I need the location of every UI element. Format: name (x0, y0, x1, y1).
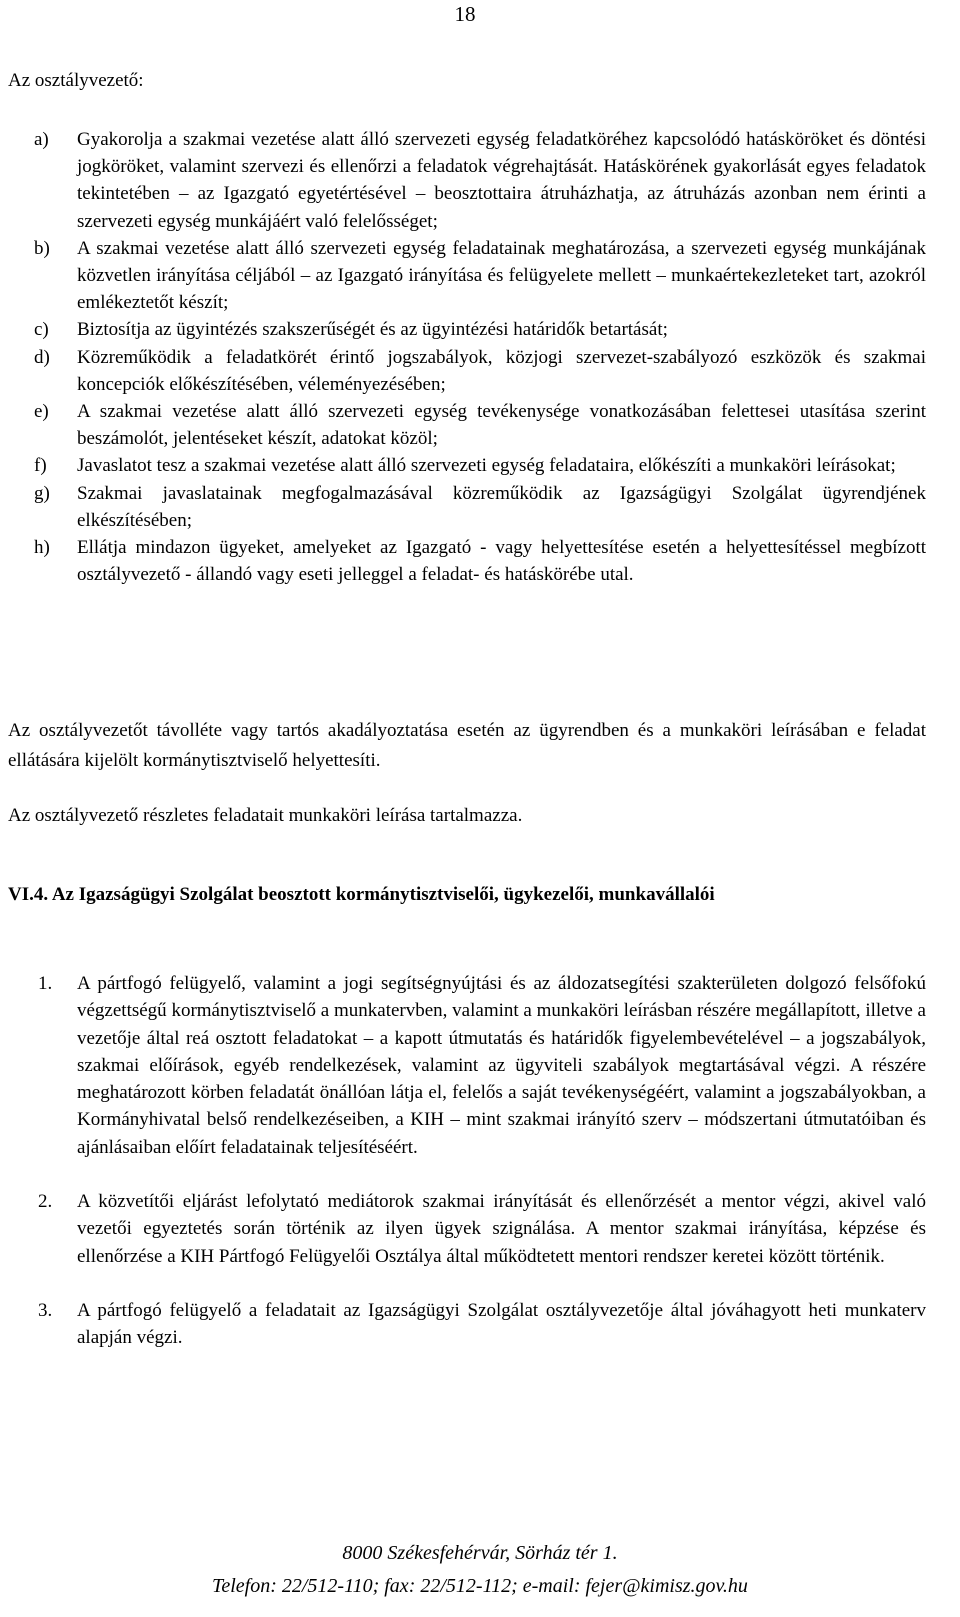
list-item-text: A pártfogó felügyelő, valamint a jogi segítségnyújtási és az áldozatsegítési szakterületen dolgozó felsőfokú végzettségű kormánytisztviselő a munkatervben, valamint a munkaköri leírásban részére megállapított, illetve a vezetője által reá osztott feladatokat – a kapott útmutatás és határidők figyelembevételével – a jogszabályok, szakmai előírások, egyéb rendelkezések, valamint az ügyviteli szabályok megtartásával végzi. A részére meghatározott körben feladatát önállóan látja el, felelős a saját tevékenységéért, valamint a jogszabályokban, a Kormányhivatal belső rendelkezéseiben, a KIH – mint szakmai irányító szerv – módszertani útmutatóiban és ajánlásaiban előírt feladatainak teljesítéséért. (77, 973, 926, 1158)
list-item (8, 534, 926, 588)
list-item (8, 398, 926, 452)
list-marker: 1. (38, 973, 53, 994)
section-heading: VI.4. Az Igazságügyi Szolgálat beosztott kormánytisztviselői, ügykezelői, munkavállalói (8, 884, 715, 905)
list-item (8, 452, 926, 479)
list-item (8, 1297, 926, 1352)
list-item (8, 344, 926, 398)
list-marker: d) (34, 346, 50, 368)
list-marker: a) (34, 129, 49, 150)
list-item-text: Javaslatot tesz a szakmai vezetése alatt álló szervezeti egység feladataira, előkészíti a munkaköri leírásokat; (77, 455, 896, 477)
list-item-text: Közreműködik a feladatkörét érintő jogszabályok, közjogi szervezet-szabályozó eszközök és szakmai koncepciók előkészítésében, véleményezésében; (77, 346, 926, 395)
list-marker: g) (34, 482, 50, 504)
list-item-text: Biztosítja az ügyintézés szakszerűségét és az ügyintézési határidők betartását; (77, 319, 668, 341)
list-marker: 3. (38, 1299, 53, 1321)
list-item-text: Gyakorolja a szakmai vezetése alatt álló szervezeti egység feladatköréhez kapcsolódó hatásköröket és döntési jogköröket, valamint szervezi és ellenőrzi a feladatok végrehajtását. Hatáskörének gyakorlását egyes feladatok tekintetében – az Igazgató egyetértésével – beosztottaira átruházhatja, az átruházás azonban nem érinti a szervezeti egység munkájáért való felelősséget; (77, 129, 926, 232)
list-marker: 2. (38, 1191, 53, 1213)
list-item-text: Ellátja mindazon ügyeket, amelyeket az Igazgató - vagy helyettesítése esetén a helyettesítéssel megbízott osztályvezető - állandó vagy eseti jelleggel a feladat- és hatáskörébe utal. (77, 537, 926, 586)
list-item (8, 970, 926, 1161)
list-marker: c) (34, 319, 49, 341)
list-item (8, 316, 926, 343)
duties-list (8, 126, 926, 588)
list-marker: f) (34, 455, 47, 477)
list-item-text: Szakmai javaslatainak megfogalmazásával közreműködik az Igazságügyi Szolgálat ügyrendjének elkészítésében; (77, 482, 926, 531)
footer-address: 8000 Székesfehérvár, Sörház tér 1. (342, 1542, 618, 1564)
list-item-text: A szakmai vezetése alatt álló szervezeti egység tevékenysége vonatkozásában felettesei utasítása szerint beszámolót, jelentéseket készít, adatokat közöl; (77, 401, 926, 450)
list-item (8, 235, 926, 317)
list-marker: b) (34, 237, 50, 259)
list-marker: e) (34, 401, 49, 423)
list-item-text: A közvetítői eljárást lefolytató mediátorok szakmai irányítását és ellenőrzését a mentor végzi, akivel való vezetői egyeztetés során történik az ilyen ügyek szignálása. A mentor szakmai irányítása, képzése és ellenőrzése a KIH Pártfogó Felügyelői Osztálya által működtetett mentori rendszer keretei között történik. (77, 1191, 926, 1267)
list-marker: h) (34, 537, 50, 559)
page-number: 18 (454, 2, 476, 26)
substitute-paragraph: Az osztályvezetőt távolléte vagy tartós akadályoztatása esetén az ügyrendben és a munkaköri leírásában e feladat ellátására kijelölt kormánytisztviselő helyettesíti. (8, 720, 926, 771)
numbered-list (8, 970, 926, 1379)
section-title: Az osztályvezető: (8, 70, 144, 91)
list-item (8, 480, 926, 534)
footer-contact: Telefon: 22/512-110; fax: 22/512-112; e-mail: fejer@kimisz.gov.hu (212, 1575, 748, 1597)
details-paragraph: Az osztályvezető részletes feladatait munkaköri leírása tartalmazza. (8, 805, 523, 826)
list-item-text: A szakmai vezetése alatt álló szervezeti egység feladatainak meghatározása, a szervezeti egység munkájának közvetlen irányítása céljából – az Igazgató irányítása és felügyelete mellett – munkaértekezleteket tart, azokról emlékeztetőt készít; (77, 237, 926, 314)
list-item (8, 126, 926, 235)
list-item-text: A pártfogó felügyelő a feladatait az Igazságügyi Szolgálat osztályvezetője által jóváhagyott heti munkaterv alapján végzi. (77, 1299, 926, 1349)
list-item (8, 1188, 926, 1270)
